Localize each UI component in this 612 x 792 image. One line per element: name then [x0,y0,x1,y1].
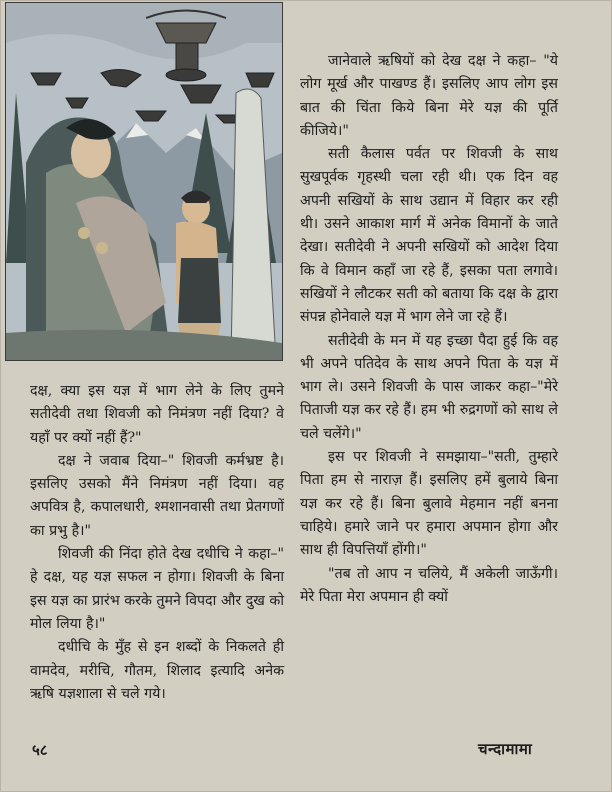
right-paragraph-5: "तब तो आप न चलिये, मैं अकेली जाऊँगी। मेरे पिता मेरा अपमान ही क्यों [300,565,558,605]
left-column [30,380,284,706]
right-paragraph-3: सतीदेवी के मन में यह इच्छा पैदा हुई कि वह भी अपने पतिदेव के साथ अपने पिता के यज्ञ में भाग ले। उसने शिवजी के पास जाकर कहा–"मेरे पिताजी यज्ञ कर रहे हैं। हम भी रुद्रगणों को साथ ले चले चलेंगे।" [300,332,558,442]
right-column [300,50,558,609]
left-paragraph-3: शिवजी की निंदा होते देख दधीचि ने कहा–" हे दक्ष, यह यज्ञ सफल न होगा। शिवजी के बिना इस यज्ञ का प्रारंभ करके तुमने विपदा और दुख को मोल लिया है।" [30,546,284,632]
illustration-art [6,3,282,360]
page-number: ५८ [32,741,48,759]
magazine-name: चन्दामामा [478,740,533,758]
left-paragraph-1: दक्ष, क्या इस यज्ञ में भाग लेने के लिए तुमने सतीदेवी तथा शिवजी को निमंत्रण नहीं दिया? वे यहाँ पर क्यों नहीं हैं?" [30,383,284,446]
left-paragraph-4: दधीचि के मुँह से इन शब्दों के निकलते ही वामदेव, मरीचि, गौतम, शिलाद इत्यादि अनेक ऋषि यज्ञशाला से चले गये। [30,639,284,702]
right-paragraph-1: जानेवाले ऋषियों को देख दक्ष ने कहा– "ये लोग मूर्ख और पाखण्ड हैं। इसलिए आप लोग इस बात की चिंता किये बिना मेरे यज्ञ की पूर्ति कीजिये।" [300,53,558,139]
right-paragraph-4: इस पर शिवजी ने समझाया–"सती, तुम्हारे पिता हम से नाराज़ हैं। इसलिए हमें बुलाये बिना यज्ञ कर रहे हैं। बिना बुलावे मेहमान नहीं बनना चाहिये। हमारे जाने पर हमारा अपमान होगा और साथ ही विपत्तियाँ होंगी।" [300,449,558,559]
story-illustration [5,2,283,361]
left-paragraph-2: दक्ष ने जवाब दिया–" शिवजी कर्मभ्रष्ट है। इसलिए उसको मैंने निमंत्रण नहीं दिया। वह अपवित्र है, कपालधारी, श्मशानवासी तथा प्रेतगणों का प्रभु है।" [30,452,284,539]
right-paragraph-2: सती कैलास पर्वत पर शिवजी के साथ सुखपूर्वक गृहस्थी चला रही थी। एक दिन वह अपनी सखियों के साथ उद्यान में विहार कर रही थी। उसने आकाश मार्ग में अनेक विमानों के जाते देखा। सतीदेवी ने अपनी सखियों को आदेश दिया कि वे विमान कहाँ जा रहे हैं, इसका पता लगावे। सखियों ने लौटकर सती को बताया कि दक्ष के द्वारा संपन्न होनेवाले यज्ञ में भाग लेने जा रहे हैं। [300,146,558,326]
